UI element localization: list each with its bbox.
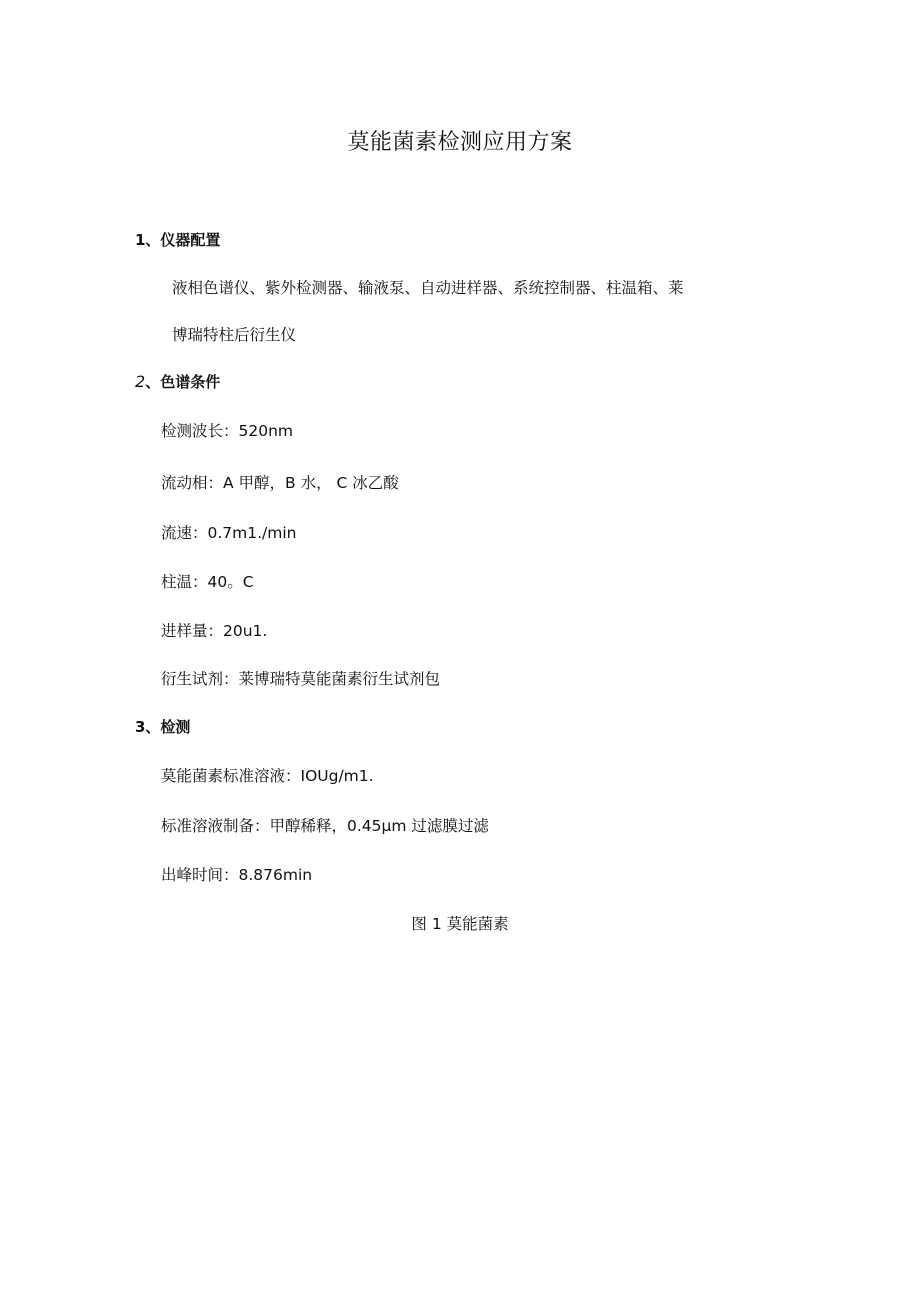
standard-solution: 莫能菌素标准溶液：IOUg∕m1.: [161, 767, 374, 785]
figure-caption: 图 1 莫能菌素: [411, 915, 509, 933]
standard-solution-preparation: 标准溶液制备：甲醇稀释，0.45μm 过滤膜过滤: [161, 817, 489, 835]
section-number: 2: [135, 372, 146, 391]
detection-wavelength: 检测波长：520nm: [161, 422, 294, 440]
instrument-list-line-1: 液相色谱仪、紫外检测器、输液泵、自动进样器、系统控制器、柱温箱、莱: [172, 279, 684, 297]
section-heading-detection: 3、检测: [135, 718, 191, 736]
mobile-phase: 流动相：A 甲醇，B 水， C 冰乙酸: [161, 474, 399, 492]
injection-volume: 进样量：20u1.: [161, 622, 268, 640]
retention-time: 出峰时间：8.876min: [161, 866, 313, 884]
section-heading-instrument-config: 1、仪器配置: [135, 231, 221, 249]
flow-rate: 流速：0.7m1./min: [161, 524, 297, 542]
instrument-list-line-2: 博瑞特柱后衍生仪: [172, 326, 297, 344]
derivatization-reagent: 衍生试剂：莱博瑞特莫能菌素衍生试剂包: [161, 670, 441, 688]
section-heading-chromatography-conditions: [135, 371, 220, 393]
column-temperature: 柱温：40。C: [161, 573, 254, 591]
section-heading-text: 、色谱条件: [145, 373, 221, 391]
document-title: 莫能菌素检测应用方案: [347, 130, 573, 155]
